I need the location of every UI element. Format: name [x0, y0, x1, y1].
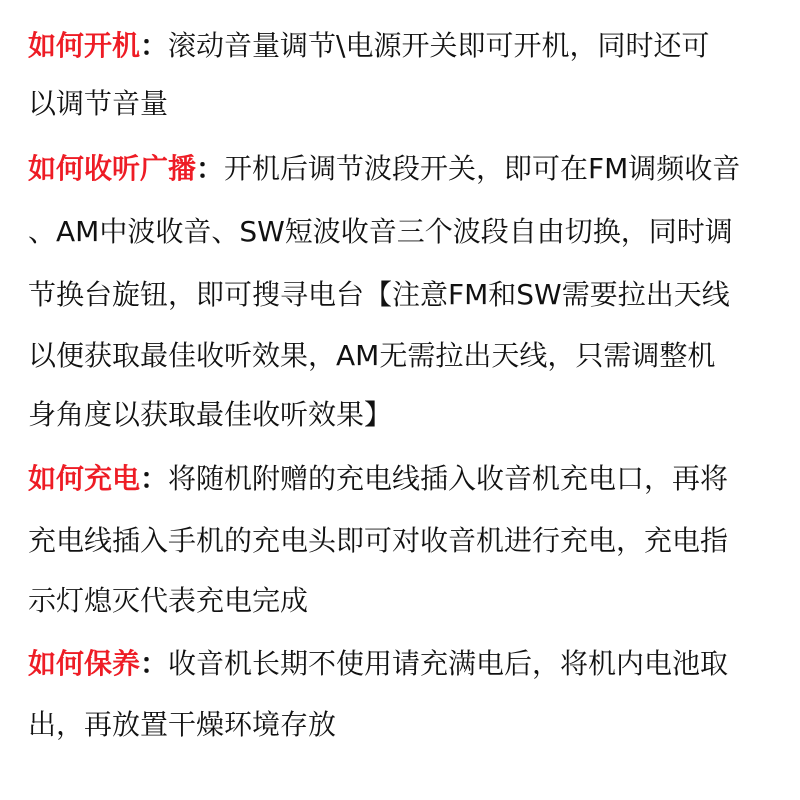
section-radio-line-4 [28, 336, 778, 376]
section-radio-text: 以便获取最佳收听效果，AM无需拉出天线，只需调整机 [28, 339, 716, 372]
section-power-on-line-2 [28, 84, 778, 124]
section-maintenance-text: 收音机长期不使用请充满电后，将机内电池取 [168, 647, 729, 680]
section-radio-line-2 [28, 212, 778, 252]
section-charging-text: 充电线插入手机的充电头即可对收音机进行充电，充电指 [28, 524, 729, 557]
section-charging-line-2 [28, 521, 778, 561]
section-charging-heading: 如何充电 [28, 462, 141, 495]
section-power-on-heading: 如何开机 [28, 29, 141, 62]
section-maintenance-heading: 如何保养 [28, 647, 141, 680]
section-radio-text: 、AM中波收音、SW短波收音三个波段自由切换，同时调 [28, 215, 733, 248]
section-maintenance-line-1 [28, 644, 778, 684]
section-radio-text: 身角度以获取最佳收听效果】 [28, 398, 393, 431]
section-radio-line-5 [28, 395, 778, 435]
section-charging-line-3 [28, 581, 778, 621]
section-charging-line-1 [28, 459, 778, 499]
section-radio-line-1 [28, 149, 778, 189]
section-power-on-text: 滚动音量调节\电源开关即可开机，同时还可 [168, 29, 710, 62]
section-charging-colon: ： [140, 462, 169, 495]
section-radio-line-3 [28, 275, 778, 315]
section-radio-text: 节换台旋钮，即可搜寻电台【注意FM和SW需要拉出天线 [28, 278, 730, 311]
section-radio-colon: ： [196, 152, 225, 185]
section-maintenance-line-2 [28, 705, 778, 745]
section-power-on-line-1 [28, 26, 778, 66]
section-charging-text: 将随机附赠的充电线插入收音机充电口，再将 [168, 462, 729, 495]
section-charging-text: 示灯熄灭代表充电完成 [28, 584, 309, 617]
section-maintenance-colon: ： [140, 647, 169, 680]
section-radio-text: 开机后调节波段开关，即可在FM调频收音 [224, 152, 741, 185]
section-power-on-text: 以调节音量 [28, 87, 169, 120]
section-radio-heading: 如何收听广播 [28, 152, 197, 185]
section-power-on-colon: ： [140, 29, 169, 62]
section-maintenance-text: 出，再放置干燥环境存放 [28, 708, 337, 741]
